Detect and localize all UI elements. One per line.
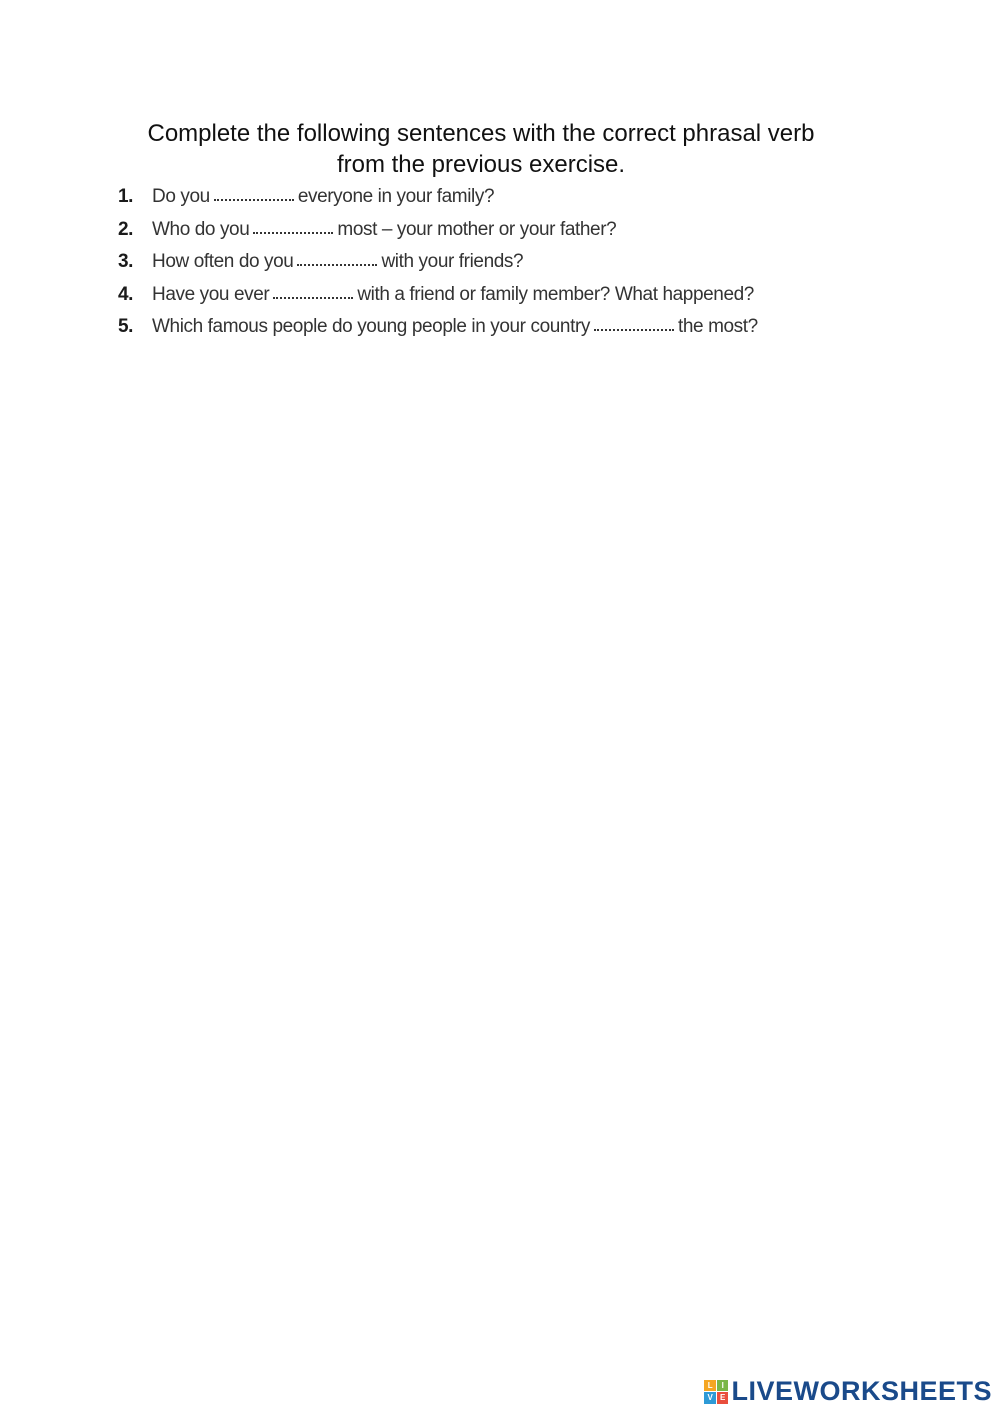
question-item: [118, 284, 758, 317]
logo-mark-icon: [704, 1380, 728, 1404]
question-item: [118, 219, 758, 252]
logo-mark-tile: V: [704, 1392, 716, 1404]
question-number: 1.: [118, 186, 134, 207]
question-item: [118, 251, 758, 284]
question-item: [118, 316, 758, 349]
instructions-line-1: Complete the following sentences with the correct phrasal verb: [147, 120, 815, 147]
answer-blank[interactable]: [214, 198, 294, 201]
question-text-after: most – your mother or your father?: [337, 218, 617, 240]
liveworksheets-logo[interactable]: [704, 1376, 992, 1407]
question-text-after: the most?: [678, 316, 758, 337]
question-list: [118, 186, 758, 349]
answer-blank[interactable]: [594, 328, 674, 331]
question-text-before: How often do you: [152, 251, 294, 272]
question-text-after: with a friend or family member? What happened?: [357, 283, 754, 305]
logo-text: LIVEWORKSHEETS: [731, 1376, 992, 1406]
question-number: 5.: [118, 316, 134, 337]
answer-blank[interactable]: [297, 263, 377, 266]
question-text-before: Do you: [152, 186, 210, 207]
question-text-before: Which famous people do young people in your country: [152, 316, 590, 337]
instructions-heading: [100, 118, 862, 180]
question-text-after: everyone in your family?: [297, 186, 495, 207]
answer-blank[interactable]: [253, 231, 333, 234]
logo-mark-tile: I: [717, 1380, 729, 1392]
question-text-before: Who do you: [152, 218, 250, 240]
logo-mark-tile: E: [717, 1392, 729, 1404]
question-number: 4.: [118, 283, 134, 305]
question-item: [118, 186, 758, 219]
question-text-before: Have you ever: [152, 283, 270, 305]
question-text-after: with your friends?: [381, 251, 524, 272]
question-number: 3.: [118, 251, 134, 272]
answer-blank[interactable]: [273, 296, 353, 299]
question-number: 2.: [118, 218, 134, 240]
logo-mark-tile: L: [704, 1380, 716, 1392]
instructions-line-2: from the previous exercise.: [336, 151, 626, 178]
